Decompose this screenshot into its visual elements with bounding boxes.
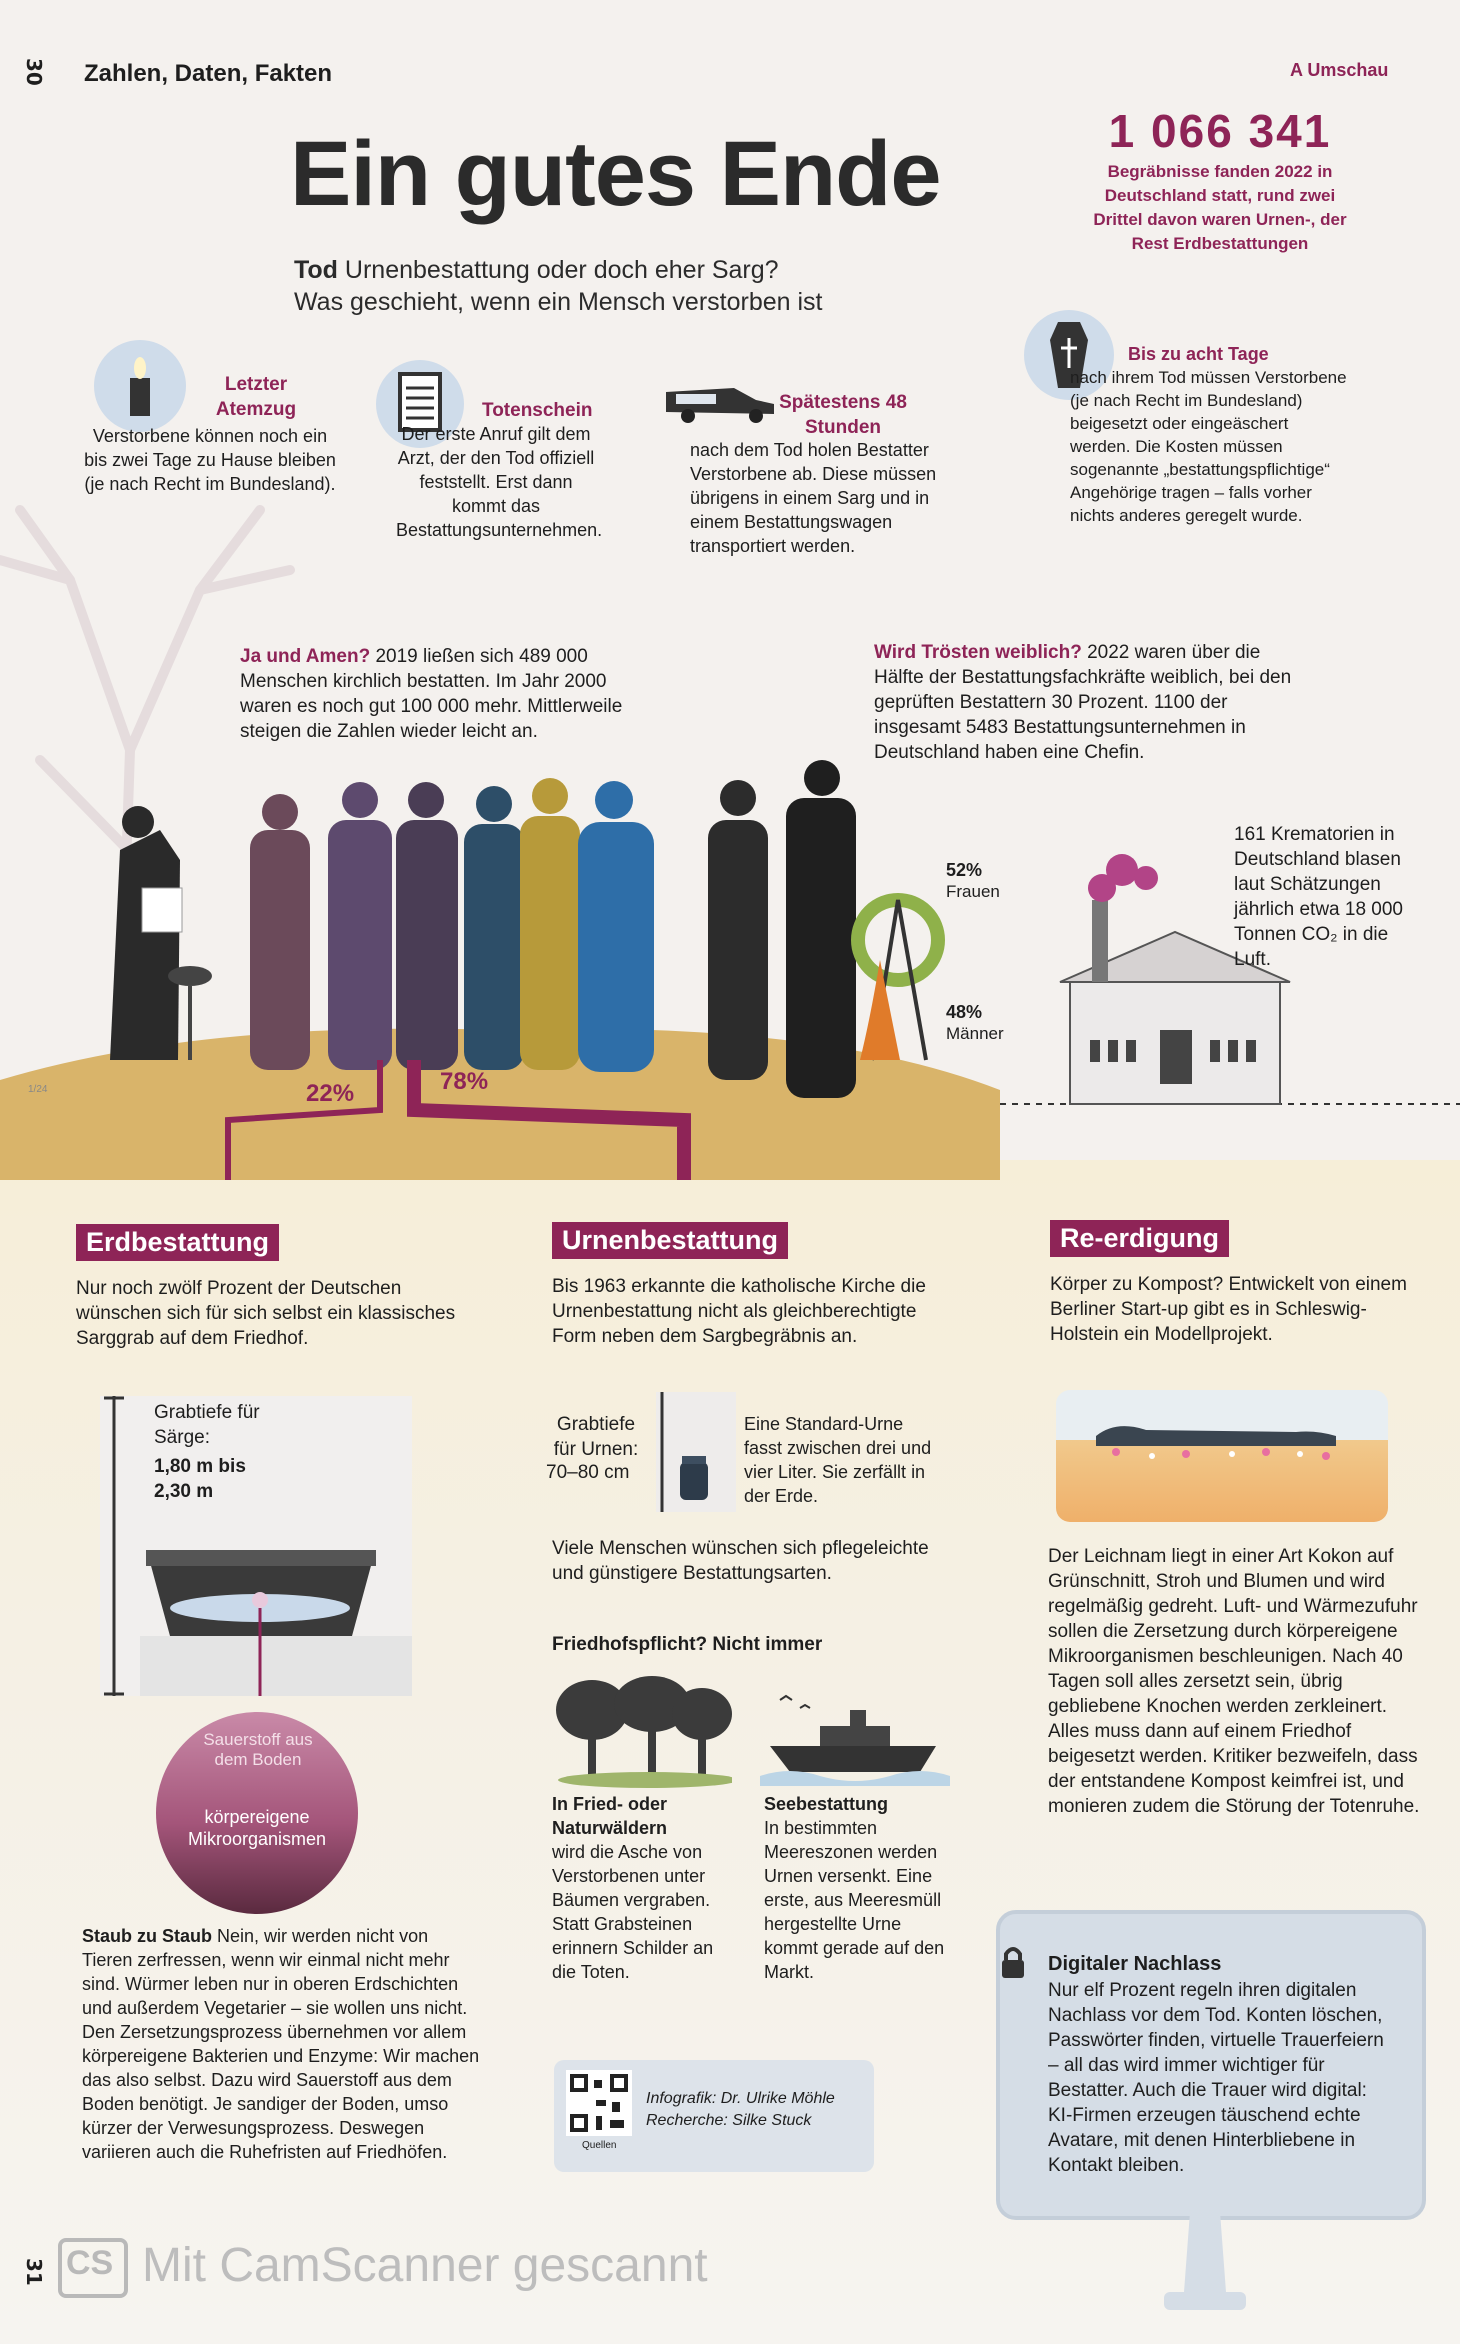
stat-text: Begräbnisse fanden 2022 in Deutschland statt, rund zwei Drittel davon waren Urnen-, der Rest Erdbestattungen — [1093, 162, 1347, 253]
erd-grab-label: Grabtiefe für Särge: — [154, 1402, 260, 1448]
split-left-pct: 22% — [306, 1080, 355, 1107]
candle-icon — [94, 340, 186, 432]
monitor-stand — [1160, 2212, 1250, 2312]
step-1-head: Letzter Atemzug — [215, 374, 297, 420]
camscanner-logo-text: CS — [66, 2244, 114, 2282]
pflicht-head: Friedhofspflicht? Nicht immer — [552, 1634, 823, 1655]
step-1-body: Verstorbene können noch ein bis zwei Tage zu Hause bleiben (je nach Recht im Bundesland). — [84, 426, 336, 494]
staub-head: Staub zu Staub — [82, 1926, 212, 1946]
krematorien-text: 161 Krematorien in Deutschland blasen laut Schätzungen jährlich etwa 18 000 Tonnen CO₂ in die Luft. — [1234, 824, 1403, 970]
page-title: Ein gutes Ende — [290, 123, 941, 225]
troesten-body: 2022 waren über die Hälfte der Bestattungsfachkräfte weiblich, bei den geprüften Bestattern 30 Prozent. 1100 der insgesamt 5483 Bestattungsunternehmen in Deutschland haben eine Chefin. — [874, 642, 1292, 763]
urne-intro: Bis 1963 erkannte die katholische Kirche die Urnenbestattung nicht als gleichberechtigte Form neben dem Sargbegräbnis an. — [552, 1276, 926, 1347]
amen-body: 2019 ließen sich 489 000 Menschen kirchlich bestatten. Im Jahr 2000 waren es noch gut 100 000 mehr. Mittlerweile steigen die Zahlen wieder leicht an. — [240, 646, 623, 742]
staub-text — [82, 1924, 482, 2164]
ship-icon — [760, 1686, 950, 1786]
qr-code-icon[interactable] — [566, 2070, 632, 2136]
step-2-body: Der erste Anruf gilt dem Arzt, der den Tod offiziell feststellt. Erst dann kommt das Bestattungsunternehmen. — [396, 424, 603, 540]
stat-number: 1 066 341 — [1108, 105, 1332, 157]
troesten-text — [874, 640, 1314, 765]
credit-1: Infografik: Dr. Ulrike Möhle — [646, 2090, 835, 2107]
urne-tag: Urnenbestattung — [552, 1222, 788, 1259]
step-3-body: nach dem Tod holen Bestatter Verstorbene ab. Diese müssen übrigens in einem Sarg und in einem Bestattungswagen transportiert werden. — [690, 440, 937, 556]
see-body: In bestimmten Meereszonen werden Urnen versenkt. Eine erste, aus Meeresmüll hergestellte Urne kommt gerade auf den Markt. — [764, 1818, 945, 1982]
credit-2: Recherche: Silke Stuck — [646, 2112, 812, 2129]
wald-body: wird die Asche von Verstorbenen unter Bäumen vergraben. Statt Grabsteinen erinnern Schilder an die Toten. — [552, 1842, 714, 1982]
step-4-head: Bis zu acht Tage — [1128, 344, 1269, 364]
margin-mark: 1/24 — [28, 1084, 48, 1095]
see-head: Seebestattung — [764, 1794, 889, 1814]
urne-standard-text: Eine Standard-Urne fasst zwischen drei und vier Liter. Sie zerfällt in der Erde. — [744, 1414, 932, 1506]
re-intro: Körper zu Kompost? Entwickelt von einem Berliner Start-up gibt es in Schleswig-Holstein ein Modellprojekt. — [1050, 1274, 1407, 1345]
urne-grab-label: Grabtiefe für Urnen: — [553, 1414, 639, 1460]
erd-intro: Nur noch zwölf Prozent der Deutschen wünschen sich für sich selbst ein klassisches Sarggrab auf dem Friedhof. — [76, 1278, 456, 1349]
women-label: Frauen — [946, 882, 1000, 901]
page-number-bottom: 31 — [22, 2258, 46, 2286]
urne-grab-value: 70–80 cm — [546, 1462, 630, 1483]
digital-head: Digitaler Nachlass — [1048, 1953, 1222, 1975]
amen-text — [240, 644, 650, 744]
re-tag: Re-erdigung — [1050, 1220, 1229, 1257]
step-3-head: Spätestens 48 Stunden — [779, 392, 907, 438]
page-number-top: 30 — [22, 58, 46, 86]
hearse-icon — [660, 376, 780, 426]
re-body: Der Leichnam liegt in einer Art Kokon auf Grünschnitt, Stroh und Blumen und wird regelmäßig gedreht. Luft- und Wärmezufuhr sollen die Zersetzung durch körpereigene Mikroorganismen beschleunigen. Nach 40 Tagen soll alles zersetzt sein, übrig gebliebene Knochen werden zerkleinert. Alles muss dann auf einem Friedhof beigesetzt werden. Kritiker bezweifeln, dass der entstandene Kompost keimfrei ist, und monieren zudem die Störung der Totenruhe. — [1048, 1546, 1420, 1817]
qr-label: Quellen — [582, 2140, 617, 2151]
subtitle-line2: Was geschieht, wenn ein Mensch verstorben ist — [294, 288, 823, 316]
men-label: Männer — [946, 1024, 1004, 1043]
urne-pflege-text: Viele Menschen wünschen sich pflegeleichte und günstigere Bestattungsarten. — [552, 1538, 929, 1584]
see-text — [764, 1792, 954, 1984]
erd-grab-value: 1,80 m bis 2,30 m — [154, 1456, 246, 1502]
subtitle-line1: Urnenbestattung oder doch eher Sarg? — [344, 256, 779, 284]
camscanner-text: Mit CamScanner gescannt — [142, 2239, 708, 2292]
magazine-logo: A Umschau — [1290, 60, 1389, 80]
subtitle-bold: Tod — [294, 256, 338, 284]
erd-tag: Erdbestattung — [76, 1224, 279, 1261]
women-pct: 52% — [946, 860, 983, 880]
urn-diagram — [656, 1392, 736, 1512]
lock-icon — [1000, 1946, 1026, 1980]
step-2-head: Totenschein — [482, 400, 593, 421]
circle-top-text: Sauerstoff aus dem Boden — [203, 1730, 313, 1769]
compost-illustration — [1056, 1390, 1388, 1522]
section-label: Zahlen, Daten, Fakten — [84, 60, 333, 87]
page-subtitle — [294, 254, 914, 318]
digital-body: Nur elf Prozent regeln ihren digitalen Nachlass vor dem Tod. Konten löschen, Passwörter finden, virtuelle Trauerfeiern – all das wird immer wichtiger für Bestatter. Auch die Trauer wird digital: KI-Firmen erzeugen täuschend echte Avatare, mit denen Hinterbliebene in Kontakt bleiben. — [1048, 1980, 1384, 2176]
amen-head: Ja und Amen? — [240, 646, 371, 667]
trees-icon — [552, 1676, 732, 1788]
troesten-head: Wird Trösten weiblich? — [874, 642, 1082, 663]
circle-bottom-text: körpereigene Mikroorganismen — [187, 1807, 327, 1849]
staub-body: Nein, wir werden nicht von Tieren zerfressen, wenn wir einmal nicht mehr sind. Würmer leben nur in oberen Erdschichten und außerdem Vegetarier – sie wollen uns nicht. Den Zersetzungsprozess übernehmen vor allem körpereigene Bakterien und Enzyme: Wir machen das also selbst. Dazu wird Sauerstoff aus dem Boden benötigt. Je sandiger der Boden, umso kürzer der Verwesungsprozess. Deswegen variieren auch die Ruhefristen auf Friedhöfen. — [82, 1926, 480, 2162]
step-4-body: nach ihrem Tod müssen Verstorbene (je nach Recht im Bundesland) beigesetzt oder eingeäschert werden. Die Kosten müssen sogenannte „bestattungspflichtige“ Angehörige tragen – falls vorher nichts anderes geregelt wurde. — [1070, 368, 1347, 525]
wald-head: In Fried- oder Naturwäldern — [552, 1794, 668, 1838]
wald-text — [552, 1792, 742, 1984]
men-pct: 48% — [946, 1002, 983, 1022]
split-right-pct: 78% — [440, 1068, 489, 1095]
